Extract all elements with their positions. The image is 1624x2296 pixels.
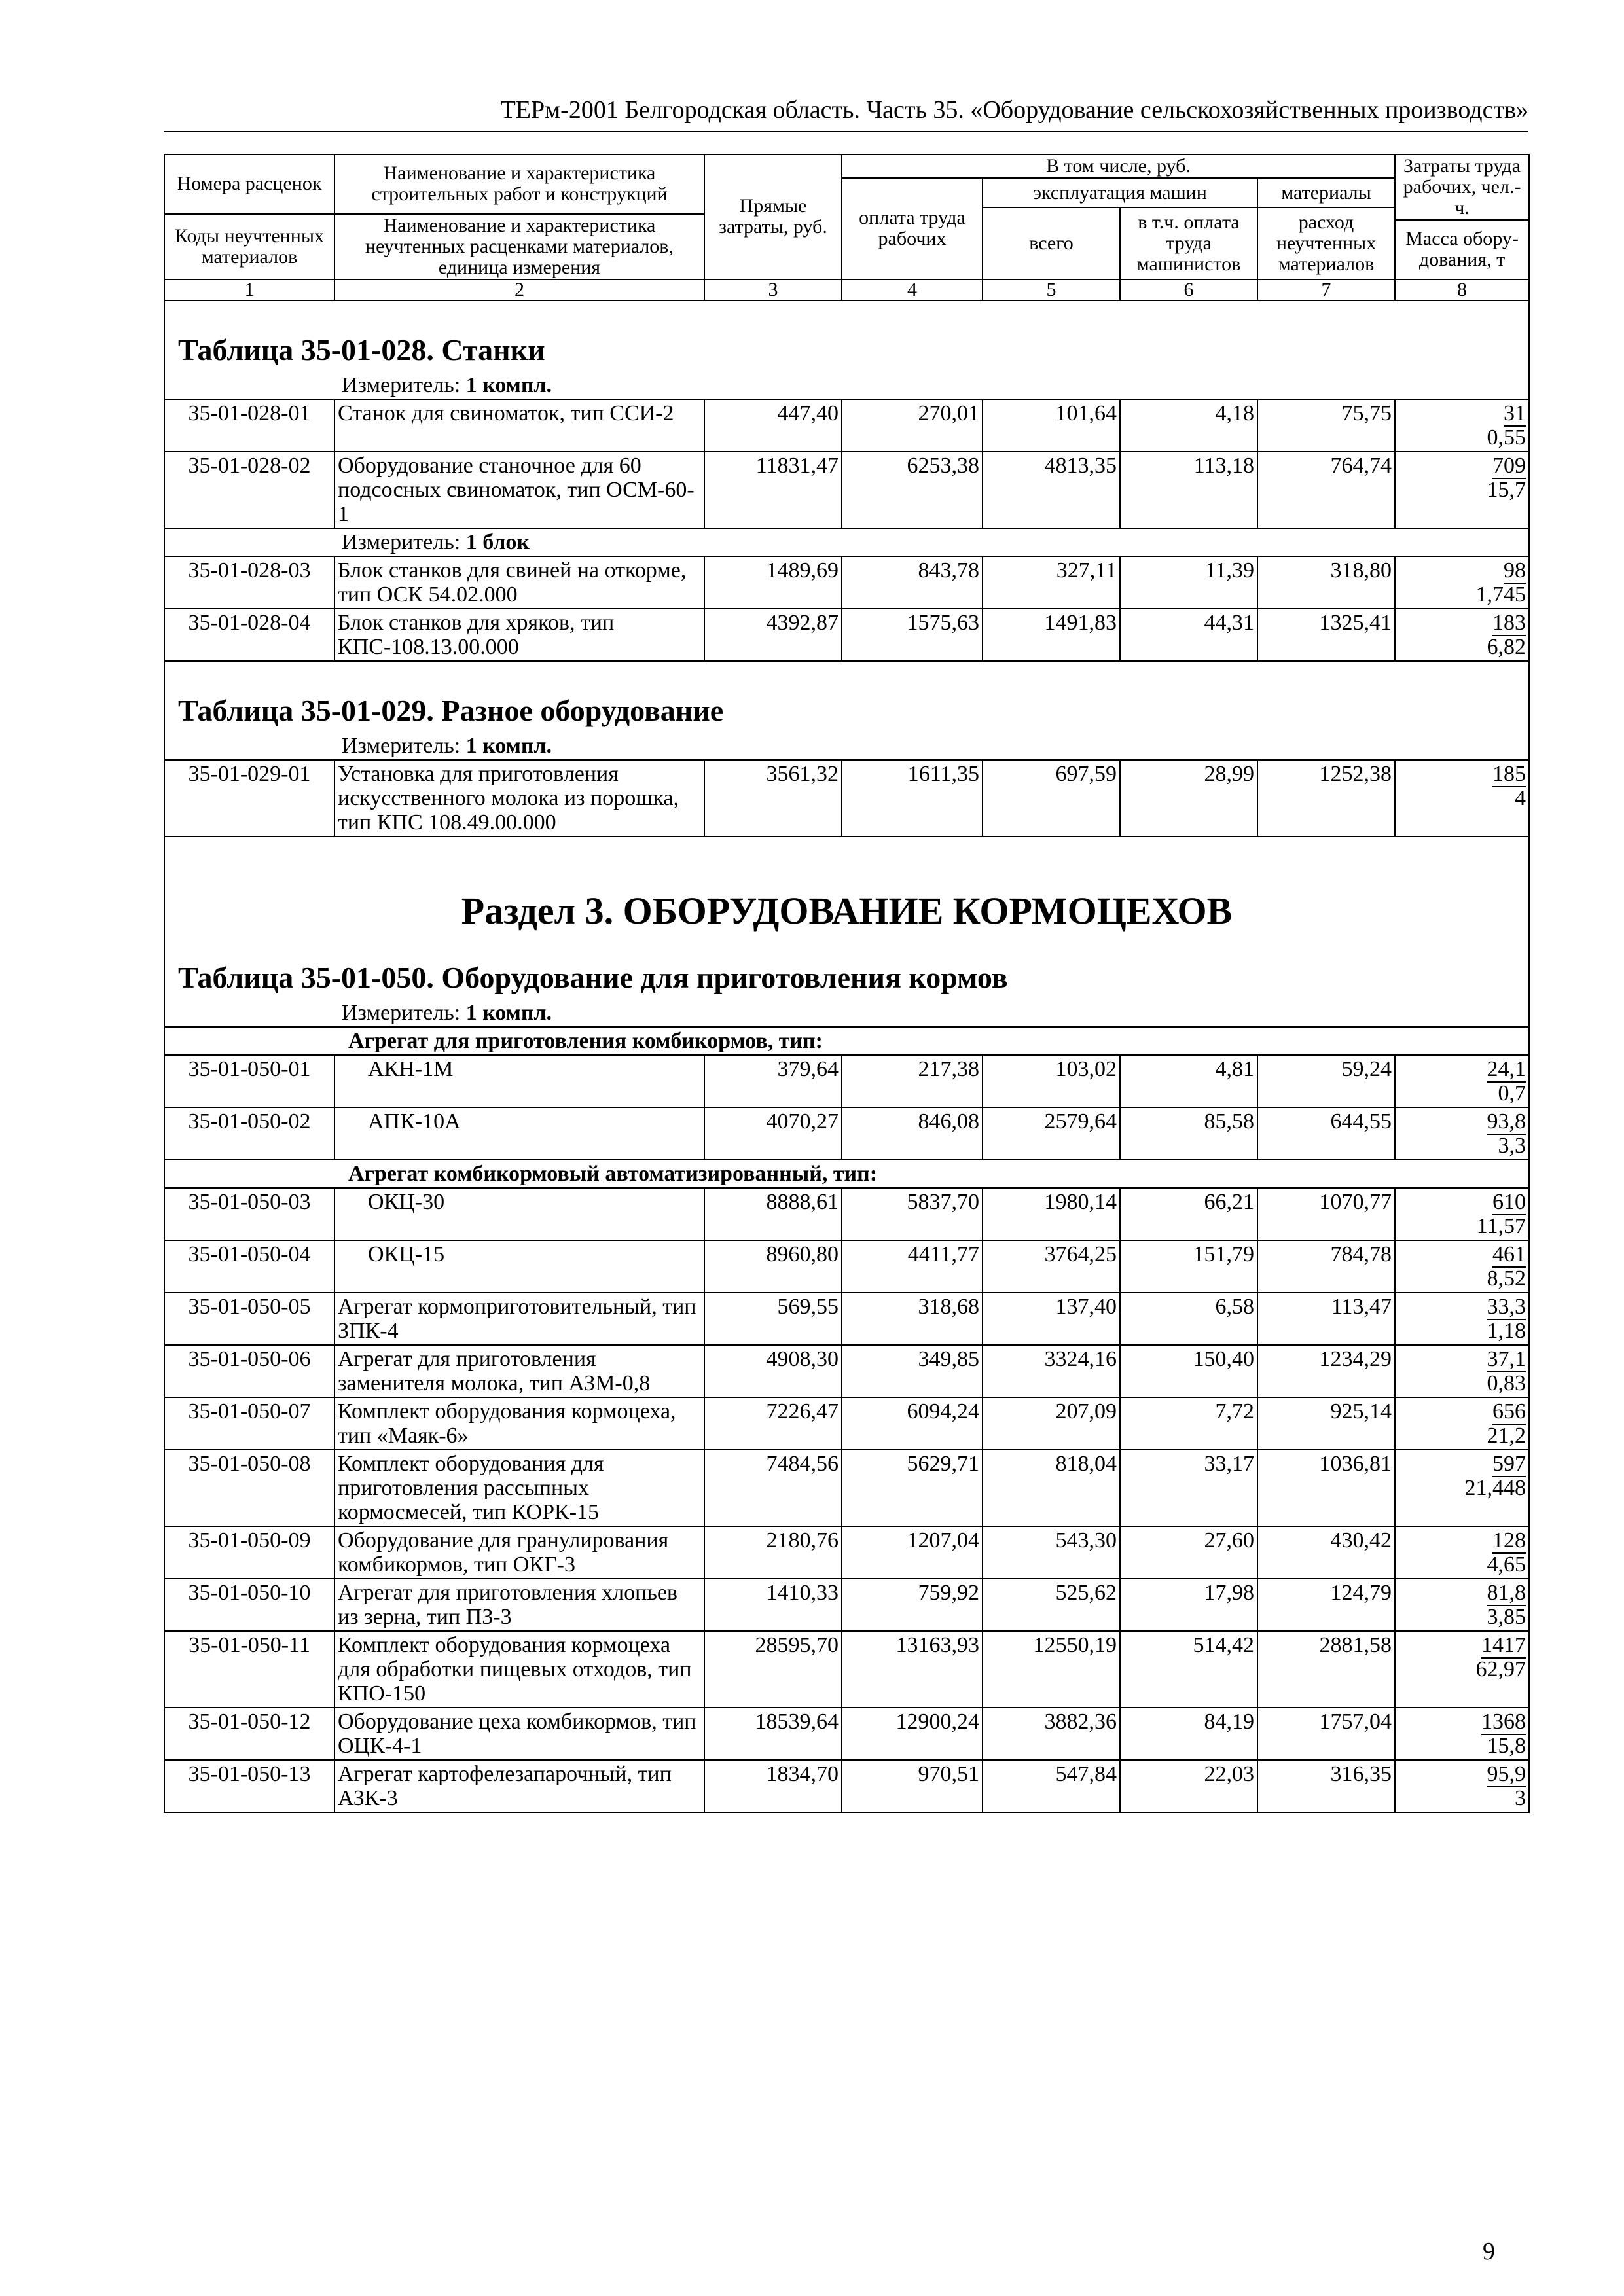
direct-cost: 4908,30 [704, 1345, 842, 1397]
group-heading: Агрегат для приготовления комбикормов, тип: [164, 1027, 1529, 1055]
labor-pay: 13163,93 [842, 1631, 983, 1708]
driver-pay: 44,31 [1120, 609, 1257, 661]
head-machines: эксплуатация машин [983, 178, 1257, 207]
machine-cost: 3764,25 [983, 1240, 1120, 1293]
table-row [164, 399, 1529, 452]
labor-hours: 31 [1504, 401, 1526, 425]
direct-cost: 7484,56 [704, 1450, 842, 1526]
work-name: АПК-10А [334, 1107, 704, 1160]
labor-pay: 4411,77 [842, 1240, 983, 1293]
labor-mass-cell [1395, 1526, 1529, 1579]
direct-cost: 447,40 [704, 399, 842, 452]
section-title: Раздел 3. ОБОРУДОВАНИЕ КОРМОЦЕХОВ [164, 862, 1529, 954]
labor-mass-cell [1395, 452, 1529, 528]
spacer-row [164, 836, 1529, 862]
unit-row [164, 372, 1529, 399]
table-title: Таблица 35-01-050. Оборудование для приготовления кормов [164, 954, 1529, 999]
group-heading-row [164, 1027, 1529, 1055]
rate-code: 35-01-029-01 [164, 760, 334, 836]
machine-cost: 327,11 [983, 556, 1120, 609]
rate-code: 35-01-028-03 [164, 556, 334, 609]
head-number: 5 [983, 279, 1120, 300]
head-col1-top: Номера расценок [164, 154, 334, 214]
labor-mass-cell [1395, 1579, 1529, 1631]
table-title: Таблица 35-01-028. Станки [164, 326, 1529, 372]
driver-pay: 33,17 [1120, 1450, 1257, 1526]
table-row [164, 760, 1529, 836]
title-row [164, 326, 1529, 372]
driver-pay: 28,99 [1120, 760, 1257, 836]
group-heading: Агрегат комбикормовый автоматизированный, тип: [164, 1160, 1529, 1188]
labor-mass-cell [1395, 760, 1529, 836]
head-col6: в т.ч. оплата труда машинистов [1120, 207, 1257, 279]
labor-pay: 1611,35 [842, 760, 983, 836]
table-row [164, 452, 1529, 528]
driver-pay: 7,72 [1120, 1397, 1257, 1450]
direct-cost: 2180,76 [704, 1526, 842, 1579]
unit-value: 1 компл. [465, 733, 552, 758]
labor-pay: 6253,38 [842, 452, 983, 528]
equipment-mass: 8,52 [1487, 1266, 1526, 1291]
driver-pay: 22,03 [1120, 1760, 1257, 1812]
equipment-mass: 62,97 [1475, 1657, 1526, 1681]
materials-cost: 1036,81 [1257, 1450, 1395, 1526]
labor-pay: 349,85 [842, 1345, 983, 1397]
materials-cost: 2881,58 [1257, 1631, 1395, 1708]
labor-pay: 270,01 [842, 399, 983, 452]
machine-cost: 543,30 [983, 1526, 1120, 1579]
equipment-mass: 15,8 [1487, 1733, 1526, 1758]
labor-mass-cell [1395, 556, 1529, 609]
driver-pay: 66,21 [1120, 1188, 1257, 1240]
materials-cost: 113,47 [1257, 1293, 1395, 1345]
driver-pay: 27,60 [1120, 1526, 1257, 1579]
spacer [164, 661, 1529, 687]
equipment-mass: 21,448 [1464, 1475, 1526, 1500]
head-group: В том числе, руб. [842, 154, 1395, 178]
head-col8-bottom: Масса обору-дования, т [1395, 220, 1529, 279]
driver-pay: 85,58 [1120, 1107, 1257, 1160]
labor-mass-cell [1395, 1760, 1529, 1812]
rate-code: 35-01-050-01 [164, 1055, 334, 1107]
head-number: 4 [842, 279, 983, 300]
labor-mass-cell [1395, 1240, 1529, 1293]
direct-cost: 7226,47 [704, 1397, 842, 1450]
materials-cost: 1252,38 [1257, 760, 1395, 836]
title-row [164, 954, 1529, 999]
labor-mass-cell [1395, 1708, 1529, 1760]
labor-pay: 1207,04 [842, 1526, 983, 1579]
work-name: Агрегат для приготовления заменителя молока, тип АЗМ-0,8 [334, 1345, 704, 1397]
unit-label: Измеритель: [342, 1000, 461, 1025]
machine-cost: 1980,14 [983, 1188, 1120, 1240]
direct-cost: 1489,69 [704, 556, 842, 609]
equipment-mass: 0,55 [1487, 425, 1526, 450]
work-name: ОКЦ-15 [334, 1240, 704, 1293]
table-row [164, 1708, 1529, 1760]
price-table [164, 154, 1530, 1813]
materials-cost: 1325,41 [1257, 609, 1395, 661]
machine-cost: 3882,36 [983, 1708, 1120, 1760]
table-row [164, 1055, 1529, 1107]
rate-code: 35-01-050-13 [164, 1760, 334, 1812]
equipment-mass: 4,65 [1487, 1552, 1526, 1577]
labor-hours: 1368 [1481, 1709, 1526, 1734]
machine-cost: 547,84 [983, 1760, 1120, 1812]
labor-mass-cell [1395, 1631, 1529, 1708]
labor-pay: 5837,70 [842, 1188, 983, 1240]
work-name: Блок станков для хряков, тип КПС-108.13.00.000 [334, 609, 704, 661]
materials-cost: 764,74 [1257, 452, 1395, 528]
direct-cost: 1410,33 [704, 1579, 842, 1631]
rate-code: 35-01-050-10 [164, 1579, 334, 1631]
labor-hours: 24,1 [1487, 1056, 1526, 1081]
rate-code: 35-01-050-11 [164, 1631, 334, 1708]
table-body [164, 154, 1529, 1812]
unit-value: 1 компл. [465, 372, 552, 397]
head-number: 8 [1395, 279, 1529, 300]
labor-hours: 656 [1492, 1399, 1526, 1424]
machine-cost: 697,59 [983, 760, 1120, 836]
equipment-mass: 21,2 [1487, 1423, 1526, 1448]
labor-pay: 12900,24 [842, 1708, 983, 1760]
equipment-mass: 1,745 [1475, 582, 1526, 607]
head-materials: материалы [1257, 178, 1395, 207]
labor-hours: 597 [1492, 1451, 1526, 1476]
labor-pay: 970,51 [842, 1760, 983, 1812]
unit-row [164, 528, 1529, 556]
labor-pay: 217,38 [842, 1055, 983, 1107]
rate-code: 35-01-050-12 [164, 1708, 334, 1760]
machine-cost: 137,40 [983, 1293, 1120, 1345]
unit-value: 1 блок [465, 529, 530, 554]
table-row [164, 1397, 1529, 1450]
machine-cost: 2579,64 [983, 1107, 1120, 1160]
work-name: Оборудование станочное для 60 подсосных свиноматок, тип ОСМ-60-1 [334, 452, 704, 528]
labor-pay: 5629,71 [842, 1450, 983, 1526]
labor-pay: 759,92 [842, 1579, 983, 1631]
materials-cost: 925,14 [1257, 1397, 1395, 1450]
head-number: 2 [334, 279, 704, 300]
rate-code: 35-01-050-04 [164, 1240, 334, 1293]
machine-cost: 101,64 [983, 399, 1120, 452]
unit-row [164, 999, 1529, 1027]
machine-cost: 207,09 [983, 1397, 1120, 1450]
head-number-row [164, 279, 1529, 300]
machine-cost: 818,04 [983, 1450, 1120, 1526]
rate-code: 35-01-050-08 [164, 1450, 334, 1526]
labor-hours: 185 [1492, 761, 1526, 786]
work-name: Комплект оборудования кормоцеха, тип «Маяк-6» [334, 1397, 704, 1450]
driver-pay: 84,19 [1120, 1708, 1257, 1760]
materials-cost: 784,78 [1257, 1240, 1395, 1293]
head-col4: оплата труда рабочих [842, 178, 983, 279]
labor-mass-cell [1395, 1397, 1529, 1450]
table-row [164, 1293, 1529, 1345]
machine-cost: 4813,35 [983, 452, 1120, 528]
direct-cost: 4392,87 [704, 609, 842, 661]
unit-value: 1 компл. [465, 1000, 552, 1025]
driver-pay: 514,42 [1120, 1631, 1257, 1708]
unit-label: Измеритель: [342, 372, 461, 397]
labor-mass-cell [1395, 1107, 1529, 1160]
labor-hours: 1417 [1481, 1632, 1526, 1657]
materials-cost: 1757,04 [1257, 1708, 1395, 1760]
unit-row [164, 732, 1529, 760]
driver-pay: 151,79 [1120, 1240, 1257, 1293]
materials-cost: 644,55 [1257, 1107, 1395, 1160]
work-name: Установка для приготовления искусственного молока из порошка, тип КПС 108.49.00.000 [334, 760, 704, 836]
labor-hours: 81,8 [1487, 1580, 1526, 1605]
materials-cost: 316,35 [1257, 1760, 1395, 1812]
labor-pay: 6094,24 [842, 1397, 983, 1450]
materials-cost: 318,80 [1257, 556, 1395, 609]
materials-cost: 124,79 [1257, 1579, 1395, 1631]
head-col8-top: Затраты труда рабочих, чел.-ч. [1395, 154, 1529, 220]
spacer [164, 836, 1529, 862]
group-heading-row [164, 1160, 1529, 1188]
direct-cost: 379,64 [704, 1055, 842, 1107]
table-row [164, 1188, 1529, 1240]
direct-cost: 18539,64 [704, 1708, 842, 1760]
table-row [164, 1240, 1529, 1293]
table-row [164, 609, 1529, 661]
direct-cost: 8960,80 [704, 1240, 842, 1293]
head-col1-bottom: Коды неучтенных материалов [164, 214, 334, 279]
unit-label: Измеритель: [342, 529, 461, 554]
labor-mass-cell [1395, 1450, 1529, 1526]
head-number: 1 [164, 279, 334, 300]
header-rule [164, 131, 1528, 132]
labor-mass-cell [1395, 399, 1529, 452]
labor-pay: 318,68 [842, 1293, 983, 1345]
title-row [164, 687, 1529, 732]
labor-pay: 846,08 [842, 1107, 983, 1160]
rate-code: 35-01-050-07 [164, 1397, 334, 1450]
materials-cost: 1070,77 [1257, 1188, 1395, 1240]
head-row-1 [164, 154, 1529, 178]
labor-hours: 709 [1492, 453, 1526, 478]
equipment-mass: 4 [1515, 785, 1526, 810]
unit-measure [164, 732, 1529, 760]
head-number: 3 [704, 279, 842, 300]
machine-cost: 12550,19 [983, 1631, 1120, 1708]
table-row [164, 556, 1529, 609]
rate-code: 35-01-050-02 [164, 1107, 334, 1160]
materials-cost: 1234,29 [1257, 1345, 1395, 1397]
machine-cost: 3324,16 [983, 1345, 1120, 1397]
labor-hours: 128 [1492, 1528, 1526, 1552]
rate-code: 35-01-050-09 [164, 1526, 334, 1579]
driver-pay: 4,18 [1120, 399, 1257, 452]
materials-cost: 75,75 [1257, 399, 1395, 452]
driver-pay: 17,98 [1120, 1579, 1257, 1631]
equipment-mass: 11,57 [1476, 1213, 1526, 1238]
driver-pay: 6,58 [1120, 1293, 1257, 1345]
materials-cost: 59,24 [1257, 1055, 1395, 1107]
page-number: 9 [1483, 2238, 1495, 2265]
labor-mass-cell [1395, 1293, 1529, 1345]
equipment-mass: 15,7 [1487, 477, 1526, 502]
machine-cost: 1491,83 [983, 609, 1120, 661]
head-number: 7 [1257, 279, 1395, 300]
spacer [164, 300, 1529, 326]
labor-hours: 37,1 [1487, 1346, 1526, 1371]
unit-measure [164, 528, 1529, 556]
labor-hours: 461 [1492, 1242, 1526, 1266]
work-name: Агрегат картофелезапарочный, тип АЗК-3 [334, 1760, 704, 1812]
equipment-mass: 3,85 [1487, 1604, 1526, 1629]
work-name: Агрегат кормоприготовительный, тип ЗПК-4 [334, 1293, 704, 1345]
head-col2-top: Наименование и характеристика строительных работ и конструкций [334, 154, 704, 214]
labor-hours: 183 [1492, 610, 1526, 635]
running-header: ТЕРм-2001 Белгородская область. Часть 35. «Оборудование сельскохозяйственных производств» [500, 96, 1528, 124]
driver-pay: 4,81 [1120, 1055, 1257, 1107]
table-row [164, 1631, 1529, 1708]
head-col3: Прямые затраты, руб. [704, 154, 842, 279]
driver-pay: 11,39 [1120, 556, 1257, 609]
direct-cost: 11831,47 [704, 452, 842, 528]
table-title: Таблица 35-01-029. Разное оборудование [164, 687, 1529, 732]
table-row [164, 1450, 1529, 1526]
spacer-row [164, 300, 1529, 326]
work-name: АКН-1М [334, 1055, 704, 1107]
table-row [164, 1345, 1529, 1397]
section-row [164, 862, 1529, 954]
rate-code: 35-01-050-05 [164, 1293, 334, 1345]
rate-code: 35-01-050-03 [164, 1188, 334, 1240]
equipment-mass: 0,7 [1498, 1081, 1526, 1105]
unit-label: Измеритель: [342, 733, 461, 758]
work-name: Блок станков для свиней на откорме, тип ОСК 54.02.000 [334, 556, 704, 609]
spacer-row [164, 661, 1529, 687]
labor-hours: 98 [1504, 558, 1526, 583]
direct-cost: 28595,70 [704, 1631, 842, 1708]
labor-hours: 95,9 [1487, 1761, 1526, 1786]
head-col7: расход неучтенных материалов [1257, 207, 1395, 279]
unit-measure [164, 999, 1529, 1027]
equipment-mass: 6,82 [1487, 634, 1526, 659]
work-name: Комплект оборудования кормоцеха для обработки пищевых отходов, тип КПО-150 [334, 1631, 704, 1708]
head-col2-bottom: Наименование и характеристика неучтенных расценками материалов, единица измерения [334, 214, 704, 279]
direct-cost: 4070,27 [704, 1107, 842, 1160]
equipment-mass: 1,18 [1487, 1318, 1526, 1343]
work-name: ОКЦ-30 [334, 1188, 704, 1240]
labor-mass-cell [1395, 1188, 1529, 1240]
labor-pay: 843,78 [842, 556, 983, 609]
machine-cost: 525,62 [983, 1579, 1120, 1631]
direct-cost: 1834,70 [704, 1760, 842, 1812]
equipment-mass: 3,3 [1498, 1133, 1526, 1158]
labor-mass-cell [1395, 1345, 1529, 1397]
machine-cost: 103,02 [983, 1055, 1120, 1107]
labor-mass-cell [1395, 609, 1529, 661]
unit-measure [164, 372, 1529, 399]
work-name: Оборудование для гранулирования комбикормов, тип ОКГ-3 [334, 1526, 704, 1579]
work-name: Оборудование цеха комбикормов, тип ОЦК-4-1 [334, 1708, 704, 1760]
work-name: Агрегат для приготовления хлопьев из зерна, тип ПЗ-3 [334, 1579, 704, 1631]
rate-code: 35-01-028-01 [164, 399, 334, 452]
head-number: 6 [1120, 279, 1257, 300]
labor-pay: 1575,63 [842, 609, 983, 661]
direct-cost: 8888,61 [704, 1188, 842, 1240]
driver-pay: 113,18 [1120, 452, 1257, 528]
work-name: Станок для свиноматок, тип ССИ-2 [334, 399, 704, 452]
rate-code: 35-01-028-02 [164, 452, 334, 528]
direct-cost: 569,55 [704, 1293, 842, 1345]
table-row [164, 1579, 1529, 1631]
work-name: Комплект оборудования для приготовления рассыпных кормосмесей, тип КОРК-15 [334, 1450, 704, 1526]
materials-cost: 430,42 [1257, 1526, 1395, 1579]
direct-cost: 3561,32 [704, 760, 842, 836]
rate-code: 35-01-028-04 [164, 609, 334, 661]
rate-code: 35-01-050-06 [164, 1345, 334, 1397]
driver-pay: 150,40 [1120, 1345, 1257, 1397]
labor-hours: 93,8 [1487, 1109, 1526, 1134]
table-row [164, 1107, 1529, 1160]
labor-hours: 33,3 [1487, 1294, 1526, 1319]
labor-hours: 610 [1492, 1189, 1526, 1214]
table-row [164, 1526, 1529, 1579]
equipment-mass: 0,83 [1487, 1371, 1526, 1395]
head-col5: всего [983, 207, 1120, 279]
labor-mass-cell [1395, 1055, 1529, 1107]
table-row [164, 1760, 1529, 1812]
equipment-mass: 3 [1515, 1785, 1526, 1810]
